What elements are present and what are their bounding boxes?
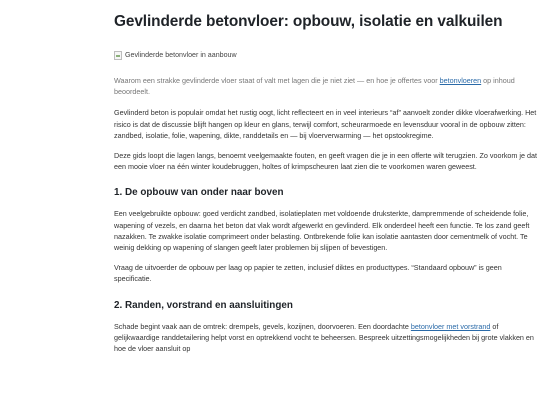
section2-text-end: of gelijkwaardige randdetailering helpt vorst en optrekkend vocht te beheersen. Bespreek uitzettingsmogelijkheden bij grote vlakken en hoe de vloer aansluit op [114,321,534,354]
vorstrand-link[interactable]: betonvloer met vorstrand [410,321,491,331]
section1-paragraph-2: Vraag de uitvoerder de opbouw per laag op papier te zetten, inclusief diktes en producttypes. “Standaard opbouw” is geen specificatie. [114,263,502,284]
hero-image [114,49,538,61]
intro-text: Waarom een strakke gevlinderde vloer staat of valt met lagen die je niet ziet — en hoe je offertes voor [114,76,440,85]
hero-image-alt: Gevlinderde betonvloer in aanbouw [125,51,237,59]
betonvloeren-link[interactable]: betonvloeren [439,76,482,85]
broken-image-icon [114,51,122,60]
body-paragraph-1: Gevlinderd beton is populair omdat het rustig oogt, licht reflecteert en in veel interieurs “af” aanvoelt zonder dikke vloerafwerking. Het risico is dat de discussie blijft hangen op kleur en glans, terwijl comfort, scheurarmoede en levensduur vooral in de opbouw zitten: zandbed, isolatie, folie, wapening, dikte, randdetails en — bij vloerverwarming — het opstookregime. [114,108,537,140]
body-paragraph-2: Deze gids loopt die lagen langs, benoemt veelgemaakte fouten, en geeft vragen die je in een offerte wilt terugzien. Zo voorkom je dat een mooie vloer na één winter koudebruggen, holtes of krimpscheuren laat zien die te voorkomen waren geweest. [114,151,537,172]
section1-paragraph-1: Een veelgebruikte opbouw: goed verdicht zandbed, isolatieplaten met voldoende druksterkte, dampremmende of scheidende folie, wapening of vezels, en daarna het beton dat vlak wordt afgewerkt en gevlinderd. Elk onderdeel heeft een functie. Te los zand geeft nazakken. Te zwakke isolatie comprimeert onder belasting. Ontbrekende folie kan isolatie aantasten door cementmelk of vocht. Te weinig dekking op wapening of slangen geeft later problemen bij slijpen of bevestigen. [114,209,530,253]
article-title: Gevlinderde betonvloer: opbouw, isolatie en valkuilen [114,13,503,30]
section2-text: Schade begint vaak aan de omtrek: drempels, gevels, kozijnen, doorvoeren. Een doordachte [114,321,411,331]
section2-paragraph [114,321,538,355]
section-heading-opbouw: 1. De opbouw van onder naar boven [114,187,284,199]
intro-paragraph [114,75,538,97]
intro-text-end: op inhoud beoordeelt. [114,76,515,97]
section-heading-randen: 2. Randen, vorstrand en aansluitingen [114,299,293,311]
article [114,0,538,354]
